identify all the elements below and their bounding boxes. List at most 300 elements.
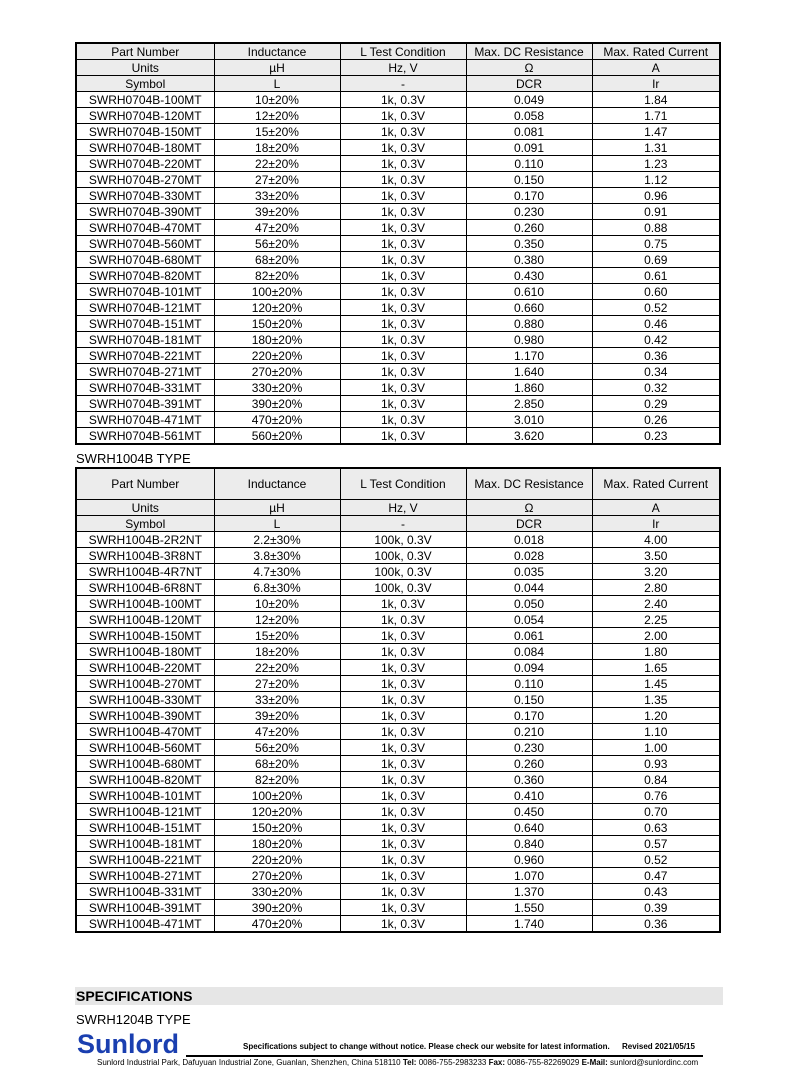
table-cell: 1k, 0.3V bbox=[340, 348, 466, 364]
table-cell: 0.044 bbox=[466, 580, 592, 596]
table-cell: 10±20% bbox=[214, 92, 340, 108]
table-cell: 0.380 bbox=[466, 252, 592, 268]
table-cell: SWRH0704B-101MT bbox=[76, 284, 214, 300]
table-cell: 0.049 bbox=[466, 92, 592, 108]
symbol-row bbox=[76, 76, 720, 92]
table-row bbox=[76, 612, 720, 628]
table-row bbox=[76, 140, 720, 156]
table-cell: SWRH0704B-330MT bbox=[76, 188, 214, 204]
table-cell: DCR bbox=[466, 516, 592, 532]
table-row bbox=[76, 428, 720, 445]
table-cell: 1.80 bbox=[592, 644, 720, 660]
table-cell: SWRH1004B-121MT bbox=[76, 804, 214, 820]
table-cell: 100k, 0.3V bbox=[340, 580, 466, 596]
table-cell: SWRH1004B-680MT bbox=[76, 756, 214, 772]
table-cell: SWRH0704B-470MT bbox=[76, 220, 214, 236]
table-cell: 470±20% bbox=[214, 916, 340, 933]
table-row bbox=[76, 348, 720, 364]
table-cell: 1.71 bbox=[592, 108, 720, 124]
table-cell: 2.80 bbox=[592, 580, 720, 596]
table-cell: 120±20% bbox=[214, 300, 340, 316]
table-cell: SWRH1004B-2R2NT bbox=[76, 532, 214, 548]
table-cell: Part Number bbox=[76, 468, 214, 500]
table-cell: SWRH0704B-120MT bbox=[76, 108, 214, 124]
units-row bbox=[76, 500, 720, 516]
table-cell: SWRH0704B-271MT bbox=[76, 364, 214, 380]
table-cell: 56±20% bbox=[214, 236, 340, 252]
table-cell: Hz, V bbox=[340, 500, 466, 516]
table-cell: 0.640 bbox=[466, 820, 592, 836]
table-cell: 4.7±30% bbox=[214, 564, 340, 580]
table-cell: 1k, 0.3V bbox=[340, 804, 466, 820]
table-row bbox=[76, 548, 720, 564]
table-cell: 0.61 bbox=[592, 268, 720, 284]
table-cell: 1k, 0.3V bbox=[340, 820, 466, 836]
table-cell: 1.45 bbox=[592, 676, 720, 692]
table2-body bbox=[76, 468, 720, 932]
table-cell: 0.110 bbox=[466, 676, 592, 692]
table-cell: 0.980 bbox=[466, 332, 592, 348]
table-cell: Ir bbox=[592, 76, 720, 92]
table-cell: SWRH0704B-150MT bbox=[76, 124, 214, 140]
table-cell: A bbox=[592, 500, 720, 516]
table-cell: L Test Condition bbox=[340, 43, 466, 60]
table-cell: 0.93 bbox=[592, 756, 720, 772]
table-cell: 0.34 bbox=[592, 364, 720, 380]
table-cell: SWRH1004B-560MT bbox=[76, 740, 214, 756]
table-cell: 0.360 bbox=[466, 772, 592, 788]
table-row bbox=[76, 188, 720, 204]
table-cell: - bbox=[340, 76, 466, 92]
table-cell: 120±20% bbox=[214, 804, 340, 820]
table-cell: 1k, 0.3V bbox=[340, 172, 466, 188]
table-cell: 0.840 bbox=[466, 836, 592, 852]
table-row bbox=[76, 532, 720, 548]
footer-email: sunlord@sunlordinc.com bbox=[610, 1058, 699, 1067]
table-cell: 1k, 0.3V bbox=[340, 852, 466, 868]
table-cell: 0.170 bbox=[466, 708, 592, 724]
table-cell: 33±20% bbox=[214, 188, 340, 204]
table-cell: 0.260 bbox=[466, 756, 592, 772]
table-cell: 1.12 bbox=[592, 172, 720, 188]
table-row bbox=[76, 220, 720, 236]
section-title-swrh1004b: SWRH1004B TYPE bbox=[76, 451, 191, 466]
table-cell: 0.43 bbox=[592, 884, 720, 900]
table-cell: 0.60 bbox=[592, 284, 720, 300]
table-cell: 0.084 bbox=[466, 644, 592, 660]
table-cell: 39±20% bbox=[214, 708, 340, 724]
table-cell: 0.88 bbox=[592, 220, 720, 236]
table-cell: 1k, 0.3V bbox=[340, 396, 466, 412]
table-cell: 330±20% bbox=[214, 884, 340, 900]
header-row bbox=[76, 468, 720, 500]
table-cell: 0.350 bbox=[466, 236, 592, 252]
table-row bbox=[76, 724, 720, 740]
table-cell: 1.640 bbox=[466, 364, 592, 380]
table-cell: L bbox=[214, 516, 340, 532]
table-cell: 100k, 0.3V bbox=[340, 564, 466, 580]
table-cell: Max. Rated Current bbox=[592, 43, 720, 60]
table-cell: 470±20% bbox=[214, 412, 340, 428]
table-cell: SWRH0704B-221MT bbox=[76, 348, 214, 364]
table-cell: SWRH0704B-180MT bbox=[76, 140, 214, 156]
footer-revised-date: Revised 2021/05/15 bbox=[622, 1042, 695, 1051]
table-cell: 1k, 0.3V bbox=[340, 284, 466, 300]
table-cell: L Test Condition bbox=[340, 468, 466, 500]
table-row bbox=[76, 380, 720, 396]
table-row bbox=[76, 364, 720, 380]
table-cell: SWRH1004B-270MT bbox=[76, 676, 214, 692]
table-cell: 1k, 0.3V bbox=[340, 612, 466, 628]
table-row bbox=[76, 676, 720, 692]
table-cell: 0.26 bbox=[592, 412, 720, 428]
table-row bbox=[76, 692, 720, 708]
table-cell: Units bbox=[76, 500, 214, 516]
table-cell: SWRH1004B-180MT bbox=[76, 644, 214, 660]
table-cell: 0.42 bbox=[592, 332, 720, 348]
footer-notice: Specifications subject to change without notice. Please check our website for latest information. bbox=[243, 1042, 610, 1051]
table-cell: 10±20% bbox=[214, 596, 340, 612]
table-cell: Hz, V bbox=[340, 60, 466, 76]
table-row bbox=[76, 868, 720, 884]
table-row bbox=[76, 644, 720, 660]
table-cell: 1k, 0.3V bbox=[340, 724, 466, 740]
footer-fax: 0086-755-82269029 bbox=[507, 1058, 580, 1067]
table-cell: SWRH0704B-181MT bbox=[76, 332, 214, 348]
table-cell: 0.450 bbox=[466, 804, 592, 820]
table-row bbox=[76, 788, 720, 804]
table-cell: 1.550 bbox=[466, 900, 592, 916]
table-cell: L bbox=[214, 76, 340, 92]
table-cell: 1k, 0.3V bbox=[340, 380, 466, 396]
table-cell: 0.230 bbox=[466, 740, 592, 756]
table-cell: 1k, 0.3V bbox=[340, 788, 466, 804]
table-cell: 3.20 bbox=[592, 564, 720, 580]
table-cell: 1.370 bbox=[466, 884, 592, 900]
table-row bbox=[76, 268, 720, 284]
table-cell: 1.47 bbox=[592, 124, 720, 140]
table-row bbox=[76, 628, 720, 644]
table-cell: SWRH0704B-820MT bbox=[76, 268, 214, 284]
table-cell: 220±20% bbox=[214, 348, 340, 364]
table-cell: Ir bbox=[592, 516, 720, 532]
table-cell: 0.63 bbox=[592, 820, 720, 836]
table-row bbox=[76, 580, 720, 596]
table-cell: 0.094 bbox=[466, 660, 592, 676]
table-cell: - bbox=[340, 516, 466, 532]
table-cell: SWRH1004B-120MT bbox=[76, 612, 214, 628]
table-cell: SWRH1004B-221MT bbox=[76, 852, 214, 868]
table-cell: 6.8±30% bbox=[214, 580, 340, 596]
footer-fax-label: Fax: bbox=[488, 1058, 506, 1067]
table-row bbox=[76, 236, 720, 252]
section-title-swrh1204b: SWRH1204B TYPE bbox=[76, 1012, 191, 1027]
table-cell: 220±20% bbox=[214, 852, 340, 868]
symbol-row bbox=[76, 516, 720, 532]
table-cell: 0.70 bbox=[592, 804, 720, 820]
table-cell: SWRH0704B-471MT bbox=[76, 412, 214, 428]
table-cell: SWRH0704B-121MT bbox=[76, 300, 214, 316]
table-cell: 82±20% bbox=[214, 772, 340, 788]
table-cell: 100k, 0.3V bbox=[340, 548, 466, 564]
footer-email-label: E-Mail: bbox=[581, 1058, 608, 1067]
footer-divider bbox=[186, 1055, 703, 1057]
table-cell: 1k, 0.3V bbox=[340, 268, 466, 284]
table-cell: SWRH1004B-390MT bbox=[76, 708, 214, 724]
table-cell: 1.860 bbox=[466, 380, 592, 396]
table-row bbox=[76, 108, 720, 124]
table-cell: 1k, 0.3V bbox=[340, 316, 466, 332]
table-cell: SWRH1004B-820MT bbox=[76, 772, 214, 788]
table-cell: 1k, 0.3V bbox=[340, 204, 466, 220]
table-cell: 1k, 0.3V bbox=[340, 740, 466, 756]
table-cell: 0.32 bbox=[592, 380, 720, 396]
table-cell: 2.2±30% bbox=[214, 532, 340, 548]
table-cell: Inductance bbox=[214, 43, 340, 60]
table-cell: 1k, 0.3V bbox=[340, 92, 466, 108]
table-cell: 270±20% bbox=[214, 868, 340, 884]
table-cell: 1k, 0.3V bbox=[340, 300, 466, 316]
table-row bbox=[76, 756, 720, 772]
table-cell: SWRH1004B-3R8NT bbox=[76, 548, 214, 564]
table-cell: 0.96 bbox=[592, 188, 720, 204]
table-cell: 0.061 bbox=[466, 628, 592, 644]
table-cell: 3.010 bbox=[466, 412, 592, 428]
table-row bbox=[76, 804, 720, 820]
table-cell: 1k, 0.3V bbox=[340, 900, 466, 916]
table-cell: 1k, 0.3V bbox=[340, 412, 466, 428]
table-cell: 330±20% bbox=[214, 380, 340, 396]
table-cell: 1.31 bbox=[592, 140, 720, 156]
table-cell: 0.430 bbox=[466, 268, 592, 284]
table-cell: 2.40 bbox=[592, 596, 720, 612]
table-cell: 0.210 bbox=[466, 724, 592, 740]
table-cell: SWRH0704B-100MT bbox=[76, 92, 214, 108]
table-cell: SWRH1004B-6R8NT bbox=[76, 580, 214, 596]
table-cell: A bbox=[592, 60, 720, 76]
table-cell: 47±20% bbox=[214, 724, 340, 740]
table-cell: 0.47 bbox=[592, 868, 720, 884]
table-cell: 2.850 bbox=[466, 396, 592, 412]
inductor-table-swrh1004b bbox=[75, 467, 721, 933]
table-cell: 0.960 bbox=[466, 852, 592, 868]
table-cell: Units bbox=[76, 60, 214, 76]
table-cell: 0.52 bbox=[592, 300, 720, 316]
table-cell: 15±20% bbox=[214, 628, 340, 644]
table-cell: Ω bbox=[466, 60, 592, 76]
table-cell: SWRH0704B-151MT bbox=[76, 316, 214, 332]
table-cell: 0.091 bbox=[466, 140, 592, 156]
table-cell: 0.39 bbox=[592, 900, 720, 916]
table-row bbox=[76, 252, 720, 268]
table-cell: 100k, 0.3V bbox=[340, 532, 466, 548]
table-cell: 0.660 bbox=[466, 300, 592, 316]
table-cell: 0.36 bbox=[592, 348, 720, 364]
table-cell: 1k, 0.3V bbox=[340, 628, 466, 644]
table-cell: Part Number bbox=[76, 43, 214, 60]
header-row bbox=[76, 43, 720, 60]
footer-tel-label: Tel: bbox=[402, 1058, 417, 1067]
table-cell: SWRH0704B-331MT bbox=[76, 380, 214, 396]
table-cell: 1.10 bbox=[592, 724, 720, 740]
table-cell: 0.028 bbox=[466, 548, 592, 564]
table-cell: 1k, 0.3V bbox=[340, 124, 466, 140]
footer-tel: 0086-755-2983233 bbox=[418, 1058, 487, 1067]
table-cell: 22±20% bbox=[214, 660, 340, 676]
table-cell: 1k, 0.3V bbox=[340, 252, 466, 268]
table-cell: 56±20% bbox=[214, 740, 340, 756]
table-cell: 3.50 bbox=[592, 548, 720, 564]
table-cell: 1k, 0.3V bbox=[340, 108, 466, 124]
table-cell: 68±20% bbox=[214, 252, 340, 268]
table-cell: 0.91 bbox=[592, 204, 720, 220]
table-cell: 100±20% bbox=[214, 284, 340, 300]
table-cell: 1k, 0.3V bbox=[340, 332, 466, 348]
table-cell: 0.75 bbox=[592, 236, 720, 252]
table-cell: 33±20% bbox=[214, 692, 340, 708]
table-cell: 1.740 bbox=[466, 916, 592, 933]
table-cell: SWRH1004B-181MT bbox=[76, 836, 214, 852]
table-cell: 12±20% bbox=[214, 612, 340, 628]
table-cell: 0.880 bbox=[466, 316, 592, 332]
table-cell: 0.610 bbox=[466, 284, 592, 300]
table-cell: 1k, 0.3V bbox=[340, 692, 466, 708]
table-row bbox=[76, 708, 720, 724]
table-cell: 560±20% bbox=[214, 428, 340, 445]
table-cell: 180±20% bbox=[214, 836, 340, 852]
table-row bbox=[76, 740, 720, 756]
inductor-table-swrh0704b bbox=[75, 42, 721, 445]
table-cell: SWRH0704B-390MT bbox=[76, 204, 214, 220]
table-cell: SWRH1004B-151MT bbox=[76, 820, 214, 836]
table-cell: SWRH1004B-101MT bbox=[76, 788, 214, 804]
table-cell: 1k, 0.3V bbox=[340, 884, 466, 900]
table-cell: 0.57 bbox=[592, 836, 720, 852]
table-cell: SWRH0704B-220MT bbox=[76, 156, 214, 172]
table-row bbox=[76, 316, 720, 332]
table-cell: 3.620 bbox=[466, 428, 592, 445]
table-cell: 1k, 0.3V bbox=[340, 660, 466, 676]
specifications-heading: SPECIFICATIONS bbox=[75, 987, 723, 1005]
table-cell: Max. Rated Current bbox=[592, 468, 720, 500]
table-row bbox=[76, 900, 720, 916]
table-row bbox=[76, 396, 720, 412]
table-cell: 22±20% bbox=[214, 156, 340, 172]
table-cell: 1.00 bbox=[592, 740, 720, 756]
table-cell: 39±20% bbox=[214, 204, 340, 220]
table-cell: SWRH1004B-271MT bbox=[76, 868, 214, 884]
table-row bbox=[76, 284, 720, 300]
footer-address-line bbox=[97, 1058, 698, 1067]
table-row bbox=[76, 412, 720, 428]
table-cell: 4.00 bbox=[592, 532, 720, 548]
table-cell: 47±20% bbox=[214, 220, 340, 236]
table-cell: 1k, 0.3V bbox=[340, 428, 466, 445]
footer-address: Sunlord Industrial Park, Dafuyuan Industrial Zone, Guanlan, Shenzhen, China 518110 bbox=[97, 1058, 401, 1067]
table-row bbox=[76, 596, 720, 612]
table-row bbox=[76, 836, 720, 852]
table-cell: 2.25 bbox=[592, 612, 720, 628]
table-cell: 1k, 0.3V bbox=[340, 596, 466, 612]
table-cell: Inductance bbox=[214, 468, 340, 500]
table-row bbox=[76, 300, 720, 316]
table-cell: SWRH0704B-560MT bbox=[76, 236, 214, 252]
table-cell: 390±20% bbox=[214, 900, 340, 916]
units-row bbox=[76, 60, 720, 76]
table-cell: 100±20% bbox=[214, 788, 340, 804]
table-cell: 3.8±30% bbox=[214, 548, 340, 564]
table-cell: 0.170 bbox=[466, 188, 592, 204]
table-cell: 1k, 0.3V bbox=[340, 236, 466, 252]
table-cell: Ω bbox=[466, 500, 592, 516]
table-cell: 1.20 bbox=[592, 708, 720, 724]
table-cell: 12±20% bbox=[214, 108, 340, 124]
table-cell: 1k, 0.3V bbox=[340, 708, 466, 724]
table-cell: 1.35 bbox=[592, 692, 720, 708]
table-cell: SWRH0704B-680MT bbox=[76, 252, 214, 268]
table-cell: 0.081 bbox=[466, 124, 592, 140]
table-row bbox=[76, 884, 720, 900]
table-cell: SWRH1004B-220MT bbox=[76, 660, 214, 676]
table-cell: 1k, 0.3V bbox=[340, 916, 466, 933]
table-cell: 1k, 0.3V bbox=[340, 644, 466, 660]
table-cell: SWRH1004B-100MT bbox=[76, 596, 214, 612]
table-cell: 0.054 bbox=[466, 612, 592, 628]
table-cell: 0.76 bbox=[592, 788, 720, 804]
table-cell: 0.52 bbox=[592, 852, 720, 868]
table-cell: 1k, 0.3V bbox=[340, 364, 466, 380]
table-cell: SWRH1004B-4R7NT bbox=[76, 564, 214, 580]
table-row bbox=[76, 772, 720, 788]
table-cell: 15±20% bbox=[214, 124, 340, 140]
table-cell: SWRH0704B-270MT bbox=[76, 172, 214, 188]
table-row bbox=[76, 916, 720, 933]
table-cell: 0.035 bbox=[466, 564, 592, 580]
table-cell: 1k, 0.3V bbox=[340, 868, 466, 884]
table-cell: 1k, 0.3V bbox=[340, 756, 466, 772]
table-cell: SWRH1004B-150MT bbox=[76, 628, 214, 644]
table-cell: SWRH1004B-471MT bbox=[76, 916, 214, 933]
table-cell: SWRH0704B-391MT bbox=[76, 396, 214, 412]
table-row bbox=[76, 852, 720, 868]
table-row bbox=[76, 204, 720, 220]
table-row bbox=[76, 156, 720, 172]
table-row bbox=[76, 172, 720, 188]
table-cell: SWRH0704B-561MT bbox=[76, 428, 214, 445]
table-cell: 0.058 bbox=[466, 108, 592, 124]
table-cell: 0.36 bbox=[592, 916, 720, 933]
table-cell: 18±20% bbox=[214, 644, 340, 660]
table-cell: 1.23 bbox=[592, 156, 720, 172]
table-cell: 0.150 bbox=[466, 692, 592, 708]
table-cell: DCR bbox=[466, 76, 592, 92]
table-cell: 0.050 bbox=[466, 596, 592, 612]
table-cell: Symbol bbox=[76, 76, 214, 92]
table-cell: 27±20% bbox=[214, 676, 340, 692]
table1-body bbox=[76, 43, 720, 444]
table-cell: 1.65 bbox=[592, 660, 720, 676]
table-row bbox=[76, 660, 720, 676]
table-cell: 180±20% bbox=[214, 332, 340, 348]
table-cell: SWRH1004B-330MT bbox=[76, 692, 214, 708]
sunlord-logo: Sunlord bbox=[77, 1029, 179, 1059]
table-cell: Max. DC Resistance bbox=[466, 43, 592, 60]
table-cell: 0.150 bbox=[466, 172, 592, 188]
table-cell: 0.018 bbox=[466, 532, 592, 548]
table-cell: Symbol bbox=[76, 516, 214, 532]
table-row bbox=[76, 564, 720, 580]
table-row bbox=[76, 124, 720, 140]
